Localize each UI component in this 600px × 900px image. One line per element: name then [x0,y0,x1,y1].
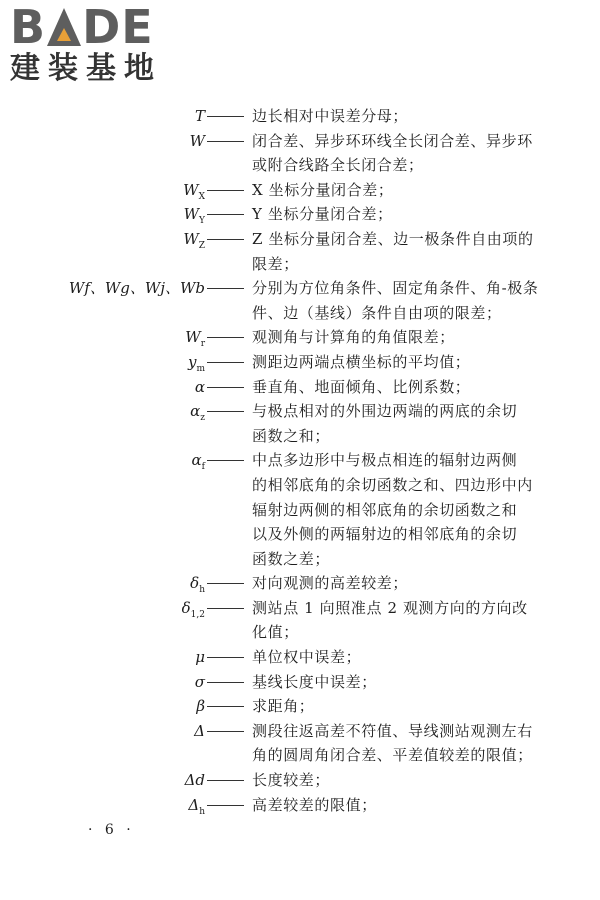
logo-a-triangle-icon [47,8,81,46]
definition-text: 限差； [252,254,299,273]
definition-term: μ [195,648,205,667]
definition-term: $\Delta_h$ [188,795,205,817]
definition-row [0,743,600,768]
definition-dash [207,141,244,142]
definition-text: 基线长度中误差； [252,672,377,691]
definition-dash [207,780,244,781]
definition-dash [207,682,244,683]
page-number: · 6 · [88,822,135,838]
definition-dash [207,190,244,191]
definition-row [0,571,600,596]
definition-dash [207,731,244,732]
definition-text: 测站点 1 向照准点 2 观测方向的方向改 [252,598,528,617]
definition-term: $W_Z$ [183,229,205,251]
definition-dash [207,706,244,707]
definition-row [0,129,600,154]
definition-row [0,768,600,793]
definition-row [0,670,600,695]
definition-text: 或附合线路全长闭合差； [252,156,424,175]
definition-dash [207,411,244,412]
definition-text: 件、边（基线）条件自由项的限差； [252,303,502,322]
definition-row [0,325,600,350]
definition-term: Wf、Wg、Wj、Wb [68,279,205,298]
definition-term: $\alpha_f$ [191,451,205,473]
definition-row [0,276,600,301]
definition-text: 单位权中误差； [252,648,362,667]
definition-text: 高差较差的限值； [252,795,377,814]
definition-row [0,522,600,547]
definition-term: σ [194,672,205,691]
definition-row [0,375,600,400]
definition-term: $\alpha_z$ [190,402,205,424]
definition-row [0,227,600,252]
definition-term: β [196,697,205,716]
definition-term: $W_Y$ [183,205,205,227]
definition-row [0,153,600,178]
definition-dash [207,387,244,388]
definition-row [0,350,600,375]
definition-term: T [194,107,205,125]
definition-text: 化值； [252,623,299,642]
definition-text: 求距角； [252,697,315,716]
definition-dash [207,460,244,461]
definition-row [0,424,600,449]
definition-term: $W_r$ [185,328,205,350]
definition-text: 辐射边两侧的相邻底角的余切函数之和 [252,500,518,519]
definition-text: Z 坐标分量闭合差、边一极条件自由项的 [252,229,534,248]
definition-term: $W_X$ [183,180,205,202]
definition-row [0,202,600,227]
definition-text: 函数之差； [252,549,331,568]
definition-text: 分别为方位角条件、固定角条件、角-极条 [252,279,539,298]
definition-list [0,104,600,817]
definition-text: 闭合差、异步环环线全长闭合差、异步环 [252,131,533,150]
definition-text: 函数之和； [252,426,331,445]
definition-row [0,694,600,719]
logo [10,0,162,86]
definition-text: 以及外侧的两辐射边的相邻底角的余切 [252,525,518,544]
definition-dash [207,288,244,289]
definition-text: 对向观测的高差较差； [252,574,409,593]
definition-text: Y 坐标分量闭合差； [252,205,393,224]
definition-dash [207,362,244,363]
definition-term: $\delta_h$ [190,574,205,596]
definition-text: 角的圆周角闭合差、平差值较差的限值； [252,746,533,765]
definition-row [0,252,600,277]
definition-text: 长度较差； [252,771,331,790]
definition-text: 的相邻底角的余切函数之和、四边形中内 [252,475,533,494]
definition-row [0,620,600,645]
logo-subtitle: 建装基地 [10,51,162,86]
definition-row [0,448,600,473]
definition-text: 测段往返高差不符值、导线测站观测左右 [252,721,533,740]
definition-text: 测距边两端点横坐标的平均值； [252,352,471,371]
definition-text: 垂直角、地面倾角、比例系数； [252,377,471,396]
definition-row [0,178,600,203]
definition-row [0,498,600,523]
definition-row [0,399,600,424]
definition-dash [207,239,244,240]
definition-dash [207,116,244,117]
definition-row [0,793,600,818]
definition-text: X 坐标分量闭合差； [252,180,394,199]
definition-row [0,473,600,498]
definition-term: $\delta_{1,2}$ [181,598,205,620]
definition-dash [207,583,244,584]
logo-brand-left: B [10,0,47,54]
definition-row [0,645,600,670]
definition-text: 与极点相对的外围边两端的两底的余切 [252,402,518,421]
definition-dash [207,608,244,609]
definition-dash [207,214,244,215]
logo-brand-right: DE [82,0,154,54]
definition-row [0,719,600,744]
definition-row [0,596,600,621]
definition-term: W [189,131,205,150]
definition-term: α [194,377,205,396]
definition-dash [207,805,244,806]
definition-row [0,301,600,326]
definition-dash [207,657,244,658]
definition-term: $y_m$ [187,352,205,374]
definition-term: Δd [184,771,205,790]
definition-text: 中点多边形中与极点相连的辐射边两侧 [252,451,518,470]
definition-row [0,547,600,572]
logo-brand [10,0,162,54]
definition-text: 边长相对中误差分母； [252,107,409,125]
definition-text: 观测角与计算角的角值限差； [252,328,455,347]
definition-row [0,104,600,129]
definition-dash [207,337,244,338]
definition-term: Δ [194,721,205,740]
